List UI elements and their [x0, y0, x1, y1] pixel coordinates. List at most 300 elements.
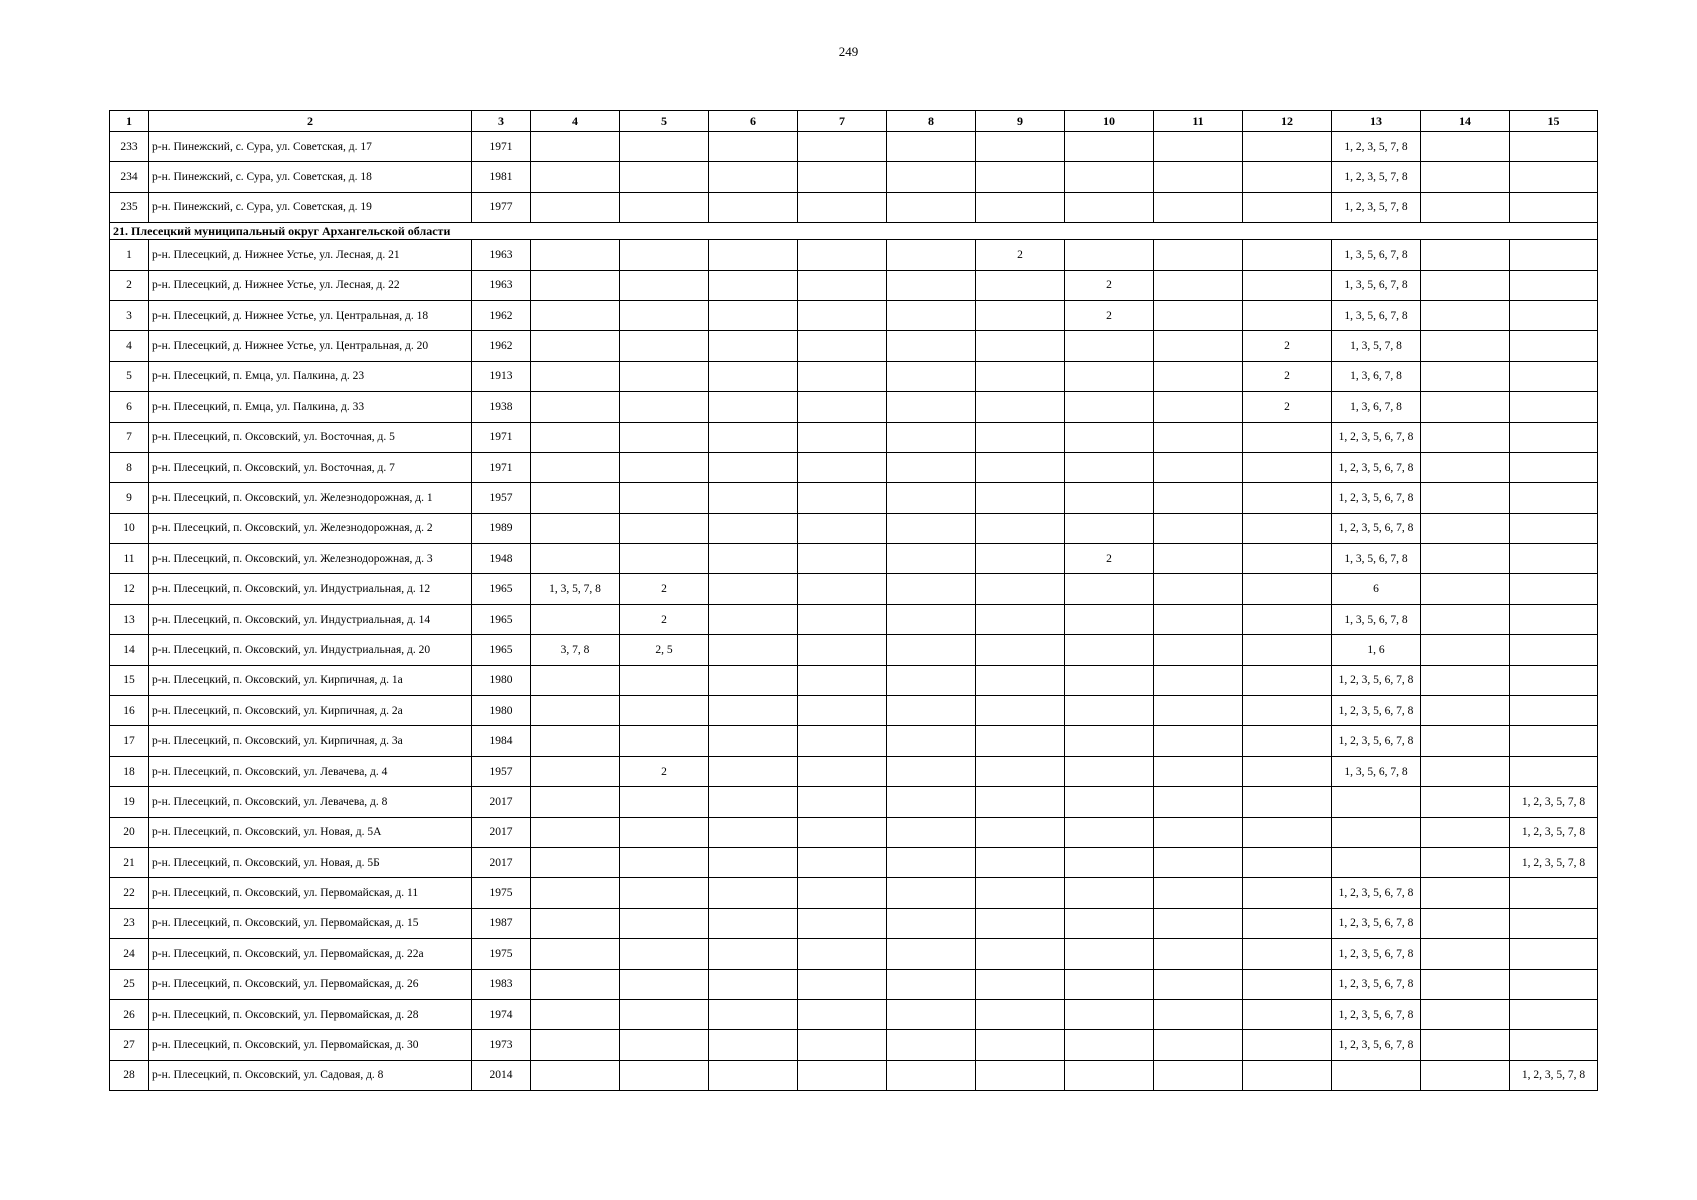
col-8-cell	[887, 544, 976, 574]
col-10-cell	[1065, 696, 1154, 726]
col-4-cell	[531, 270, 620, 300]
col-14-cell	[1421, 574, 1510, 604]
col-10-cell	[1065, 1060, 1154, 1090]
col-index-cell: 24	[110, 939, 149, 969]
col-4-cell	[531, 756, 620, 786]
col-7-cell	[798, 574, 887, 604]
col-6-cell	[709, 665, 798, 695]
col-15-cell: 1, 2, 3, 5, 7, 8	[1510, 847, 1598, 877]
col-5-cell	[620, 1060, 709, 1090]
col-14-cell	[1421, 1060, 1510, 1090]
section-row	[110, 223, 1598, 240]
col-9-cell	[976, 132, 1065, 162]
col-4-cell	[531, 665, 620, 695]
col-15-cell	[1510, 240, 1598, 270]
col-6-cell	[709, 422, 798, 452]
col-14-cell	[1421, 422, 1510, 452]
col-5-cell	[620, 817, 709, 847]
col-index-cell: 5	[110, 361, 149, 391]
table-row	[110, 192, 1598, 222]
col-year-cell: 1965	[472, 604, 531, 634]
column-header: 13	[1332, 111, 1421, 132]
col-index-cell: 234	[110, 162, 149, 192]
col-6-cell	[709, 270, 798, 300]
column-header: 4	[531, 111, 620, 132]
col-15-cell	[1510, 908, 1598, 938]
col-8-cell	[887, 908, 976, 938]
col-4-cell	[531, 696, 620, 726]
col-13-cell: 6	[1332, 574, 1421, 604]
col-address-cell: р-н. Плесецкий, п. Оксовский, ул. Первомайская, д. 15	[149, 908, 472, 938]
col-13-cell: 1, 3, 5, 6, 7, 8	[1332, 604, 1421, 634]
col-14-cell	[1421, 878, 1510, 908]
col-year-cell: 1984	[472, 726, 531, 756]
col-12-cell	[1243, 696, 1332, 726]
col-4-cell	[531, 939, 620, 969]
col-index-cell: 9	[110, 483, 149, 513]
col-8-cell	[887, 969, 976, 999]
col-15-cell	[1510, 726, 1598, 756]
col-8-cell	[887, 604, 976, 634]
col-7-cell	[798, 847, 887, 877]
col-year-cell: 2017	[472, 817, 531, 847]
col-7-cell	[798, 696, 887, 726]
col-index-cell: 20	[110, 817, 149, 847]
col-9-cell	[976, 847, 1065, 877]
col-8-cell	[887, 270, 976, 300]
col-14-cell	[1421, 787, 1510, 817]
col-index-cell: 3	[110, 300, 149, 330]
col-8-cell	[887, 361, 976, 391]
col-12-cell: 2	[1243, 392, 1332, 422]
col-index-cell: 28	[110, 1060, 149, 1090]
col-15-cell	[1510, 1030, 1598, 1060]
col-14-cell	[1421, 483, 1510, 513]
col-15-cell: 1, 2, 3, 5, 7, 8	[1510, 817, 1598, 847]
col-year-cell: 1983	[472, 969, 531, 999]
col-9-cell	[976, 513, 1065, 543]
col-4-cell	[531, 604, 620, 634]
col-7-cell	[798, 331, 887, 361]
col-14-cell	[1421, 331, 1510, 361]
col-9-cell	[976, 162, 1065, 192]
col-7-cell	[798, 192, 887, 222]
col-11-cell	[1154, 939, 1243, 969]
registry-table	[109, 110, 1598, 1091]
col-9-cell	[976, 361, 1065, 391]
col-12-cell	[1243, 787, 1332, 817]
col-6-cell	[709, 392, 798, 422]
col-7-cell	[798, 392, 887, 422]
col-12-cell	[1243, 483, 1332, 513]
col-year-cell: 1948	[472, 544, 531, 574]
col-14-cell	[1421, 939, 1510, 969]
col-14-cell	[1421, 544, 1510, 574]
table-row	[110, 392, 1598, 422]
col-8-cell	[887, 483, 976, 513]
col-10-cell	[1065, 331, 1154, 361]
page-number: 249	[838, 44, 859, 59]
col-4-cell	[531, 331, 620, 361]
col-address-cell: р-н. Плесецкий, п. Оксовский, ул. Первомайская, д. 30	[149, 1030, 472, 1060]
col-9-cell	[976, 544, 1065, 574]
col-6-cell	[709, 817, 798, 847]
col-11-cell	[1154, 999, 1243, 1029]
col-13-cell: 1, 2, 3, 5, 6, 7, 8	[1332, 422, 1421, 452]
table-row	[110, 240, 1598, 270]
col-6-cell	[709, 878, 798, 908]
col-11-cell	[1154, 392, 1243, 422]
col-8-cell	[887, 392, 976, 422]
col-4-cell	[531, 1060, 620, 1090]
col-12-cell	[1243, 756, 1332, 786]
col-year-cell: 1957	[472, 756, 531, 786]
col-7-cell	[798, 240, 887, 270]
col-8-cell	[887, 939, 976, 969]
col-7-cell	[798, 878, 887, 908]
col-13-cell: 1, 2, 3, 5, 6, 7, 8	[1332, 452, 1421, 482]
col-year-cell: 1971	[472, 132, 531, 162]
table-row	[110, 635, 1598, 665]
col-9-cell: 2	[976, 240, 1065, 270]
col-7-cell	[798, 939, 887, 969]
col-year-cell: 1963	[472, 240, 531, 270]
col-address-cell: р-н. Плесецкий, п. Оксовский, ул. Восточная, д. 5	[149, 422, 472, 452]
col-14-cell	[1421, 192, 1510, 222]
col-15-cell	[1510, 999, 1598, 1029]
col-13-cell: 1, 2, 3, 5, 6, 7, 8	[1332, 726, 1421, 756]
col-6-cell	[709, 574, 798, 604]
col-15-cell	[1510, 300, 1598, 330]
col-7-cell	[798, 483, 887, 513]
table-row	[110, 726, 1598, 756]
col-14-cell	[1421, 1030, 1510, 1060]
col-11-cell	[1154, 240, 1243, 270]
col-12-cell	[1243, 270, 1332, 300]
col-address-cell: р-н. Пинежский, с. Сура, ул. Советская, д. 17	[149, 132, 472, 162]
col-11-cell	[1154, 483, 1243, 513]
col-13-cell: 1, 3, 5, 6, 7, 8	[1332, 300, 1421, 330]
col-address-cell: р-н. Плесецкий, п. Емца, ул. Палкина, д. 23	[149, 361, 472, 391]
col-year-cell: 1971	[472, 422, 531, 452]
col-6-cell	[709, 192, 798, 222]
table-row	[110, 544, 1598, 574]
col-12-cell	[1243, 635, 1332, 665]
col-7-cell	[798, 1060, 887, 1090]
col-14-cell	[1421, 162, 1510, 192]
col-6-cell	[709, 132, 798, 162]
col-15-cell	[1510, 544, 1598, 574]
col-14-cell	[1421, 361, 1510, 391]
col-14-cell	[1421, 908, 1510, 938]
col-4-cell	[531, 878, 620, 908]
col-year-cell: 1962	[472, 331, 531, 361]
col-12-cell	[1243, 847, 1332, 877]
col-index-cell: 13	[110, 604, 149, 634]
col-9-cell	[976, 635, 1065, 665]
col-13-cell: 1, 3, 5, 6, 7, 8	[1332, 756, 1421, 786]
col-9-cell	[976, 270, 1065, 300]
col-address-cell: р-н. Плесецкий, п. Оксовский, ул. Новая, д. 5Б	[149, 847, 472, 877]
col-10-cell	[1065, 483, 1154, 513]
col-14-cell	[1421, 817, 1510, 847]
col-year-cell: 2017	[472, 847, 531, 877]
col-13-cell	[1332, 1060, 1421, 1090]
col-address-cell: р-н. Плесецкий, д. Нижнее Устье, ул. Лесная, д. 22	[149, 270, 472, 300]
col-7-cell	[798, 544, 887, 574]
col-13-cell	[1332, 787, 1421, 817]
col-11-cell	[1154, 162, 1243, 192]
col-13-cell: 1, 2, 3, 5, 6, 7, 8	[1332, 939, 1421, 969]
col-12-cell	[1243, 132, 1332, 162]
col-7-cell	[798, 908, 887, 938]
table-row	[110, 331, 1598, 361]
col-address-cell: р-н. Плесецкий, п. Оксовский, ул. Левачева, д. 8	[149, 787, 472, 817]
col-8-cell	[887, 726, 976, 756]
col-15-cell	[1510, 696, 1598, 726]
section-title: 21. Плесецкий муниципальный округ Архангельской области	[110, 223, 1598, 240]
col-year-cell: 1938	[472, 392, 531, 422]
table-row	[110, 908, 1598, 938]
col-15-cell: 1, 2, 3, 5, 7, 8	[1510, 787, 1598, 817]
col-14-cell	[1421, 756, 1510, 786]
col-address-cell: р-н. Плесецкий, п. Оксовский, ул. Индустриальная, д. 14	[149, 604, 472, 634]
col-6-cell	[709, 452, 798, 482]
col-year-cell: 1989	[472, 513, 531, 543]
col-year-cell: 1962	[472, 300, 531, 330]
col-10-cell: 2	[1065, 544, 1154, 574]
col-9-cell	[976, 422, 1065, 452]
col-8-cell	[887, 162, 976, 192]
col-10-cell	[1065, 422, 1154, 452]
col-12-cell	[1243, 726, 1332, 756]
col-13-cell: 1, 2, 3, 5, 6, 7, 8	[1332, 969, 1421, 999]
col-8-cell	[887, 331, 976, 361]
col-index-cell: 27	[110, 1030, 149, 1060]
col-9-cell	[976, 999, 1065, 1029]
col-15-cell	[1510, 132, 1598, 162]
col-4-cell	[531, 513, 620, 543]
col-6-cell	[709, 361, 798, 391]
col-13-cell: 1, 2, 3, 5, 7, 8	[1332, 192, 1421, 222]
col-7-cell	[798, 270, 887, 300]
col-9-cell	[976, 665, 1065, 695]
col-4-cell	[531, 847, 620, 877]
col-11-cell	[1154, 192, 1243, 222]
col-10-cell	[1065, 756, 1154, 786]
col-12-cell	[1243, 665, 1332, 695]
col-5-cell	[620, 908, 709, 938]
col-index-cell: 11	[110, 544, 149, 574]
col-index-cell: 17	[110, 726, 149, 756]
col-8-cell	[887, 665, 976, 695]
col-11-cell	[1154, 1030, 1243, 1060]
col-10-cell	[1065, 452, 1154, 482]
col-6-cell	[709, 483, 798, 513]
col-5-cell	[620, 300, 709, 330]
col-4-cell	[531, 999, 620, 1029]
col-10-cell	[1065, 817, 1154, 847]
table-row	[110, 665, 1598, 695]
col-14-cell	[1421, 696, 1510, 726]
col-5-cell	[620, 696, 709, 726]
col-address-cell: р-н. Плесецкий, п. Оксовский, ул. Кирпичная, д. 3а	[149, 726, 472, 756]
col-12-cell	[1243, 604, 1332, 634]
col-12-cell	[1243, 999, 1332, 1029]
col-5-cell	[620, 969, 709, 999]
col-11-cell	[1154, 270, 1243, 300]
col-5-cell	[620, 939, 709, 969]
header-row	[110, 111, 1598, 132]
col-13-cell: 1, 3, 5, 6, 7, 8	[1332, 544, 1421, 574]
col-11-cell	[1154, 756, 1243, 786]
col-12-cell	[1243, 192, 1332, 222]
col-5-cell	[620, 331, 709, 361]
col-9-cell	[976, 726, 1065, 756]
col-11-cell	[1154, 452, 1243, 482]
col-4-cell	[531, 422, 620, 452]
col-12-cell	[1243, 969, 1332, 999]
col-13-cell: 1, 2, 3, 5, 6, 7, 8	[1332, 513, 1421, 543]
col-5-cell	[620, 483, 709, 513]
column-header: 6	[709, 111, 798, 132]
col-12-cell	[1243, 422, 1332, 452]
col-14-cell	[1421, 132, 1510, 162]
col-8-cell	[887, 878, 976, 908]
col-index-cell: 14	[110, 635, 149, 665]
col-13-cell	[1332, 817, 1421, 847]
col-index-cell: 18	[110, 756, 149, 786]
col-13-cell: 1, 2, 3, 5, 6, 7, 8	[1332, 908, 1421, 938]
col-4-cell: 1, 3, 5, 7, 8	[531, 574, 620, 604]
col-5-cell	[620, 665, 709, 695]
col-7-cell	[798, 817, 887, 847]
col-4-cell	[531, 240, 620, 270]
col-10-cell	[1065, 162, 1154, 192]
col-10-cell	[1065, 1030, 1154, 1060]
col-15-cell	[1510, 878, 1598, 908]
col-9-cell	[976, 969, 1065, 999]
col-address-cell: р-н. Плесецкий, п. Оксовский, ул. Левачева, д. 4	[149, 756, 472, 786]
col-10-cell	[1065, 665, 1154, 695]
column-header: 14	[1421, 111, 1510, 132]
col-address-cell: р-н. Плесецкий, п. Оксовский, ул. Индустриальная, д. 20	[149, 635, 472, 665]
table-row	[110, 817, 1598, 847]
col-address-cell: р-н. Плесецкий, п. Оксовский, ул. Железнодорожная, д. 3	[149, 544, 472, 574]
col-11-cell	[1154, 665, 1243, 695]
col-13-cell: 1, 3, 5, 6, 7, 8	[1332, 270, 1421, 300]
col-12-cell: 2	[1243, 331, 1332, 361]
col-14-cell	[1421, 240, 1510, 270]
col-7-cell	[798, 300, 887, 330]
col-year-cell: 1975	[472, 939, 531, 969]
col-8-cell	[887, 787, 976, 817]
col-7-cell	[798, 132, 887, 162]
col-4-cell	[531, 452, 620, 482]
col-15-cell	[1510, 969, 1598, 999]
col-4-cell	[531, 162, 620, 192]
col-5-cell	[620, 513, 709, 543]
col-14-cell	[1421, 604, 1510, 634]
col-9-cell	[976, 817, 1065, 847]
col-9-cell	[976, 392, 1065, 422]
col-11-cell	[1154, 513, 1243, 543]
col-15-cell	[1510, 513, 1598, 543]
col-address-cell: р-н. Плесецкий, п. Оксовский, ул. Железнодорожная, д. 2	[149, 513, 472, 543]
col-4-cell	[531, 969, 620, 999]
column-header: 7	[798, 111, 887, 132]
col-10-cell	[1065, 192, 1154, 222]
col-year-cell: 1981	[472, 162, 531, 192]
col-14-cell	[1421, 513, 1510, 543]
table-row	[110, 999, 1598, 1029]
col-address-cell: р-н. Плесецкий, п. Оксовский, ул. Кирпичная, д. 2а	[149, 696, 472, 726]
col-index-cell: 4	[110, 331, 149, 361]
col-9-cell	[976, 483, 1065, 513]
col-year-cell: 1957	[472, 483, 531, 513]
col-15-cell	[1510, 270, 1598, 300]
col-address-cell: р-н. Пинежский, с. Сура, ул. Советская, д. 18	[149, 162, 472, 192]
col-7-cell	[798, 756, 887, 786]
col-10-cell	[1065, 132, 1154, 162]
col-10-cell	[1065, 908, 1154, 938]
col-5-cell	[620, 847, 709, 877]
col-8-cell	[887, 847, 976, 877]
col-14-cell	[1421, 969, 1510, 999]
col-8-cell	[887, 817, 976, 847]
col-6-cell	[709, 726, 798, 756]
col-9-cell	[976, 1030, 1065, 1060]
col-14-cell	[1421, 999, 1510, 1029]
col-4-cell: 3, 7, 8	[531, 635, 620, 665]
col-8-cell	[887, 452, 976, 482]
col-index-cell: 2	[110, 270, 149, 300]
col-address-cell: р-н. Плесецкий, д. Нижнее Устье, ул. Центральная, д. 20	[149, 331, 472, 361]
col-5-cell	[620, 878, 709, 908]
col-6-cell	[709, 847, 798, 877]
col-8-cell	[887, 574, 976, 604]
col-11-cell	[1154, 787, 1243, 817]
col-9-cell	[976, 604, 1065, 634]
col-5-cell	[620, 270, 709, 300]
col-4-cell	[531, 544, 620, 574]
col-13-cell: 1, 2, 3, 5, 6, 7, 8	[1332, 999, 1421, 1029]
col-year-cell: 2017	[472, 787, 531, 817]
column-header: 8	[887, 111, 976, 132]
column-header: 2	[149, 111, 472, 132]
col-12-cell: 2	[1243, 361, 1332, 391]
col-13-cell: 1, 3, 5, 6, 7, 8	[1332, 240, 1421, 270]
col-5-cell	[620, 192, 709, 222]
col-8-cell	[887, 999, 976, 1029]
col-10-cell: 2	[1065, 300, 1154, 330]
table-row	[110, 452, 1598, 482]
col-4-cell	[531, 192, 620, 222]
col-11-cell	[1154, 604, 1243, 634]
column-header: 10	[1065, 111, 1154, 132]
col-5-cell	[620, 544, 709, 574]
col-11-cell	[1154, 574, 1243, 604]
col-10-cell	[1065, 878, 1154, 908]
col-8-cell	[887, 1060, 976, 1090]
col-15-cell	[1510, 665, 1598, 695]
col-7-cell	[798, 969, 887, 999]
col-15-cell	[1510, 361, 1598, 391]
col-15-cell	[1510, 392, 1598, 422]
col-11-cell	[1154, 847, 1243, 877]
table-row	[110, 422, 1598, 452]
table-row	[110, 696, 1598, 726]
